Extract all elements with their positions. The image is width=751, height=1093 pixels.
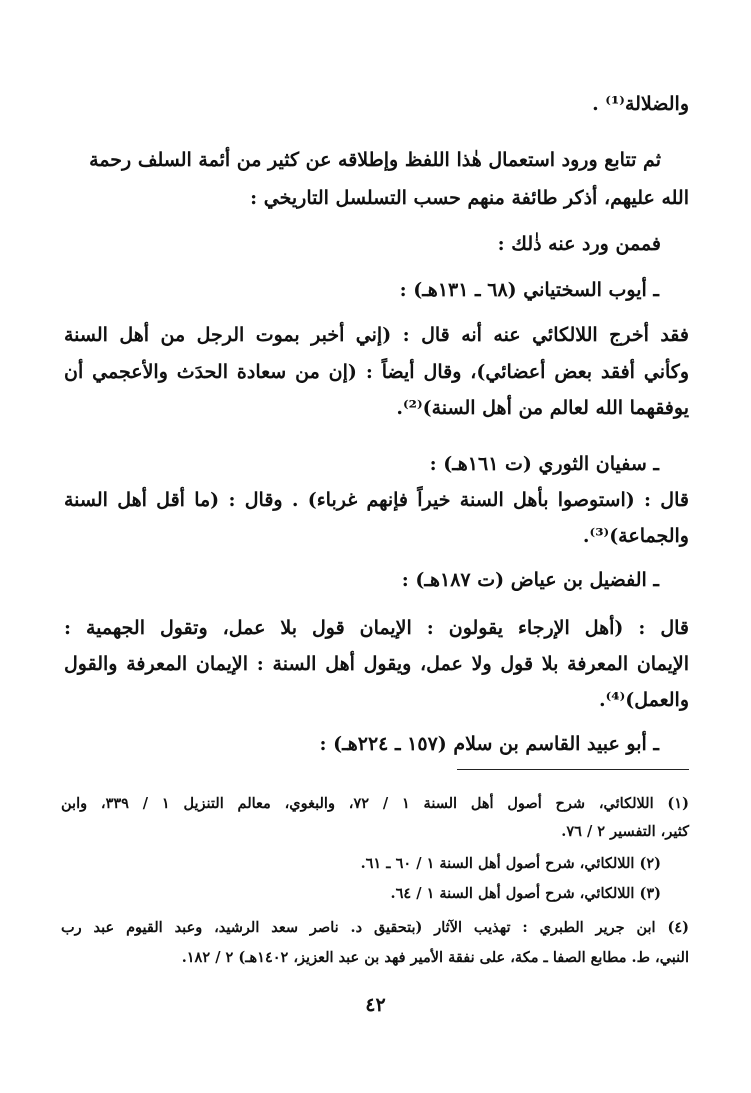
body-line: والعمل)⁽⁴⁾. bbox=[598, 689, 689, 711]
body-line: يوفقهما الله لعالم من أهل السنة)⁽²⁾. bbox=[396, 397, 689, 419]
footnote-line: كثير، التفسير ٢ / ٧٦. bbox=[561, 823, 689, 840]
body-line: وكأني أفقد بعض أعضائي)، وقال أيضاً : (إن من سعادة الحدَث والأعجمي أن bbox=[64, 361, 689, 383]
footnote-line: (٣) اللالكائي، شرح أصول أهل السنة ١ / ٦٤. bbox=[390, 885, 661, 902]
body-line: الإيمان المعرفة بلا قول ولا عمل، ويقول أهل السنة : الإيمان المعرفة والقول bbox=[64, 653, 689, 675]
footnote-separator bbox=[457, 769, 689, 770]
body-line: قال : (أهل الإرجاء يقولون : الإيمان قول بلا عمل، وتقول الجهمية : bbox=[64, 617, 689, 639]
footnote-line: (٤) ابن جرير الطبري : تهذيب الآثار (بتحقيق د. ناصر سعد الرشيد، وعبد القيوم عبد رب bbox=[61, 919, 689, 936]
body-line: فقد أخرج اللالكائي عنه أنه قال : (إني أخبر بموت الرجل من أهل السنة bbox=[64, 324, 689, 346]
body-line: والجماعة)⁽³⁾. bbox=[582, 525, 689, 547]
body-line: والضلالة⁽¹⁾ . bbox=[592, 93, 689, 115]
section-heading: ـ أيوب السختياني (٦٨ ـ ١٣١هـ) : bbox=[399, 279, 659, 301]
section-heading: ـ الفضيل بن عياض (ت ١٨٧هـ) : bbox=[401, 569, 659, 591]
page-number: ٤٢ bbox=[365, 994, 386, 1016]
footnote-line: النبي، ط. مطابع الصفا ـ مكة، على نفقة الأمير فهد بن عبد العزيز، ١٤٠٢هـ) ٢ / ١٨٢. bbox=[181, 949, 689, 966]
section-heading: ـ أبو عبيد القاسم بن سلام (١٥٧ ـ ٢٢٤هـ) : bbox=[319, 733, 659, 755]
body-line: قال : (استوصوا بأهل السنة خيراً فإنهم غرباء) . وقال : (ما أقل أهل السنة bbox=[64, 489, 689, 511]
body-line: فممن ورد عنه ذٰلك : bbox=[497, 233, 661, 255]
body-line: ثم تتابع ورود استعمال هٰذا اللفظ وإطلاقه عن كثير من أئمة السلف رحمة bbox=[89, 149, 661, 171]
footnote-line: (٢) اللالكائي، شرح أصول أهل السنة ١ / ٦٠ ـ ٦١. bbox=[360, 855, 661, 872]
section-heading: ـ سفيان الثوري (ت ١٦١هـ) : bbox=[429, 453, 659, 475]
footnote-line: (١) اللالكائي، شرح أصول أهل السنة ١ / ٧٢، والبغوي، معالم التنزيل ١ / ٣٣٩، وابن bbox=[61, 795, 689, 812]
body-line: الله عليهم، أذكر طائفة منهم حسب التسلسل التاريخي : bbox=[250, 187, 689, 209]
